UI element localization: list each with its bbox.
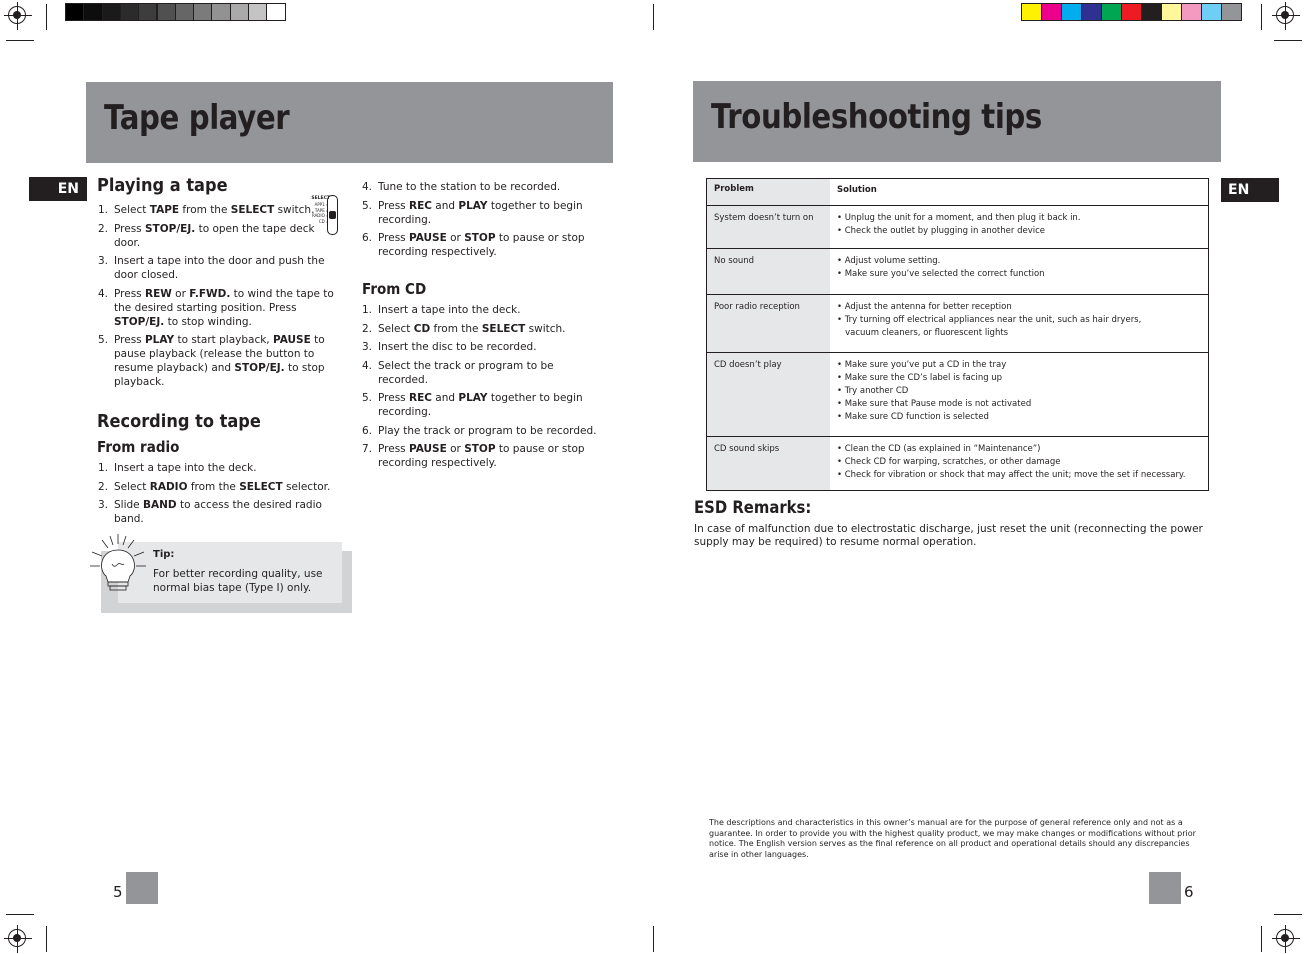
problem-cell: No sound: [707, 249, 831, 295]
column-header-solution: Solution: [830, 179, 1209, 206]
step-item: 1. Select TAPE from the SELECT switch.: [98, 204, 315, 216]
tip-text: For better recording quality, use normal bias tape (Type I) only.: [153, 568, 323, 594]
step-item: 4. Select the track or program to be recorded.: [362, 359, 554, 386]
calibration-swatch: [138, 3, 157, 21]
calibration-swatch: [1121, 3, 1142, 21]
problem-cell: CD doesn’t play: [707, 353, 831, 437]
solution-cell: • Adjust volume setting. • Make sure you’ve selected the correct function: [830, 249, 1209, 295]
step-item: 3. Slide BAND to access the desired radio band.: [98, 499, 322, 525]
table-row: [707, 437, 1209, 491]
calibration-swatch: [120, 3, 139, 21]
switch-option-label: RADIO ◂: [311, 213, 328, 218]
step-item: 3. Insert the disc to be recorded.: [362, 341, 537, 353]
subheading-from-cd: From CD: [362, 280, 427, 298]
table-row: [707, 353, 1209, 437]
calibration-swatch: [1161, 3, 1182, 21]
column-header-problem: Problem: [707, 179, 831, 206]
step-item: 5. Press REC and PLAY together to begin recording.: [362, 199, 583, 226]
left-title-bar: [86, 82, 613, 163]
calibration-swatch: [65, 3, 84, 21]
problem-cell: CD sound skips: [707, 437, 831, 491]
language-tab: EN: [29, 177, 87, 201]
registration-mark-icon: [8, 929, 26, 947]
calibration-swatch: [1101, 3, 1122, 21]
registration-mark-icon: [1276, 6, 1294, 24]
solution-cell: • Unplug the unit for a moment, and then plug it back in. • Check the outlet by plugging in another device: [830, 206, 1209, 249]
table-row: [707, 206, 1209, 249]
page-title: Tape player: [104, 98, 290, 138]
lightbulb-icon: [88, 532, 146, 592]
from-cd-steps-list: [362, 303, 598, 475]
switch-options: [312, 202, 328, 224]
page-number-box: [1149, 872, 1181, 904]
tip-label: Tip:: [153, 549, 175, 560]
esd-text: In case of malfunction due to electrostatic discharge, just reset the unit (reconnecting the power supply may be required) to resume normal operation.: [694, 523, 1203, 548]
solution-cell: • Adjust the antenna for better reception • Try turning off electrical appliances near the unit, such as hair dryers, vacuum cleaners, or fluorescent lights: [830, 295, 1209, 353]
step-item: 7. Press PAUSE or STOP to pause or stop recording respectively.: [362, 443, 585, 469]
from-radio-steps-list-cont: [362, 180, 598, 264]
solution-cell: • Make sure you’ve put a CD in the tray • Make sure the CD’s label is facing up • Try another CD • Make sure that Pause mode is not activated • Make sure CD function is selected: [830, 353, 1209, 437]
page-title: Troubleshooting tips: [711, 97, 1042, 137]
page-number-right: 6: [1184, 883, 1194, 901]
select-switch-diagram: SELECT APP1 ◂ TAPE ◂ RADIO ◂ CD ◂: [300, 194, 342, 236]
switch-option-label: TAPE ◂: [314, 207, 328, 213]
table-row: [707, 295, 1209, 353]
section-heading-playing: Playing a tape: [97, 175, 228, 196]
calibration-swatch: [1201, 3, 1222, 21]
switch-option-label: CD ◂: [318, 218, 328, 224]
calibration-swatch: [211, 3, 230, 21]
calibration-swatch: [193, 3, 212, 21]
step-item: 4. Press REW or F.FWD. to wind the tape to the desired starting position. Press STOP/EJ. to stop winding.: [98, 287, 334, 328]
troubleshooting-table: [706, 178, 1209, 491]
switch-slider-icon: [327, 195, 338, 235]
step-item: 6. Press PAUSE or STOP to pause or stop recording respectively.: [362, 232, 585, 258]
problem-cell: System doesn’t turn on: [707, 206, 831, 249]
step-item: 2. Select RADIO from the SELECT selector.: [98, 480, 331, 493]
step-item: 5. Press PLAY to start playback, PAUSE to pause playback (release the button to resume playback) and STOP/EJ. to stop playback.: [98, 334, 325, 388]
tip-panel: [118, 542, 342, 603]
calibration-swatch: [1061, 3, 1082, 21]
step-item: 4. Tune to the station to be recorded.: [362, 181, 561, 193]
page-number-left: 5: [113, 883, 123, 901]
esd-heading: ESD Remarks:: [694, 498, 812, 517]
calibration-swatch: [1081, 3, 1102, 21]
language-tab: EN: [1221, 178, 1279, 202]
calibration-swatch: [175, 3, 194, 21]
disclaimer: The descriptions and characteristics in this owner’s manual are for the purpose of general reference only and not as a guarantee. In order to provide you with the highest quality product, we may make changes or modifications without prior notice. The English version serves as the final reference on all product and operational details should any discrepancies arise in other languages.: [709, 818, 1196, 859]
calibration-swatch: [1221, 3, 1242, 21]
step-item: 2. Press STOP/EJ. to open the tape deck door.: [98, 222, 315, 249]
calibration-swatch: [83, 3, 102, 21]
calibration-swatch: [1141, 3, 1162, 21]
table-header-row: [707, 179, 1209, 206]
calibration-swatch: [248, 3, 267, 21]
from-radio-steps-list: [98, 461, 342, 531]
table-row: [707, 249, 1209, 295]
subheading-from-radio: From radio: [97, 438, 180, 456]
calibration-swatch: [230, 3, 249, 21]
page-number-box: [126, 872, 158, 904]
step-item: 1. Insert a tape into the deck.: [98, 462, 257, 474]
calibration-swatch: [1181, 3, 1202, 21]
section-heading-recording: Recording to tape: [97, 411, 261, 432]
solution-cell: • Clean the CD (as explained in “Maintenance”) • Check CD for warping, scratches, or other damage • Check for vibration or shock that may affect the unit; move the set if necessary.: [830, 437, 1209, 491]
registration-mark-icon: [8, 6, 26, 24]
right-title-bar: [693, 81, 1221, 162]
calibration-swatch: [157, 3, 176, 21]
problem-cell: Poor radio reception: [707, 295, 831, 353]
calibration-swatch: [102, 3, 121, 21]
registration-mark-icon: [1276, 929, 1294, 947]
calibration-swatch: [266, 3, 285, 21]
step-item: 2. Select CD from the SELECT switch.: [362, 322, 566, 335]
step-item: 1. Insert a tape into the deck.: [362, 304, 521, 316]
step-item: 5. Press REC and PLAY together to begin recording.: [362, 392, 583, 418]
switch-option-label: APP1 ◂: [314, 202, 328, 207]
step-item: 6. Play the track or program to be recorded.: [362, 424, 597, 437]
calibration-swatch: [1021, 3, 1042, 21]
step-item: 3. Insert a tape into the door and push the door closed.: [98, 255, 325, 281]
calibration-swatch: [1041, 3, 1062, 21]
